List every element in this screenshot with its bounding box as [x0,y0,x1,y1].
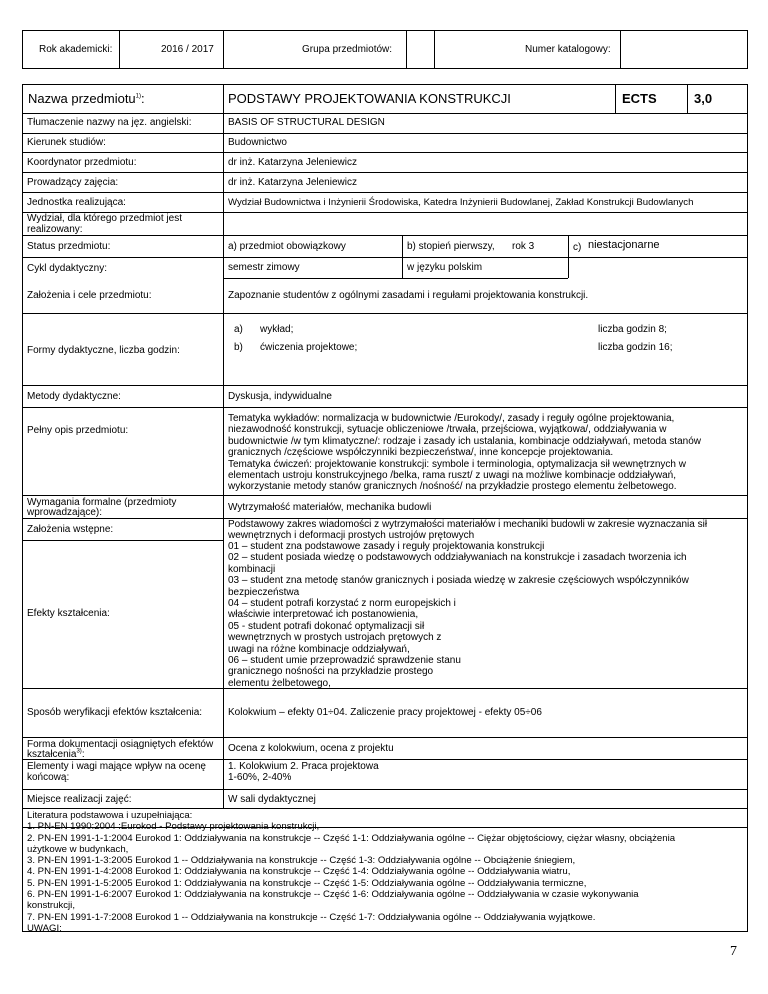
efekty-line: wewnętrznych w prostych ustrojach prętowych z [228,632,442,644]
wagi-label-2: końcową: [27,772,70,783]
grupa-label: Grupa przedmiotów: [302,44,393,55]
jednostka-value: Wydział Budownictwa i Inżynierii Środowiska, Katedra Inżynierii Budowlanej, Zakład Konstrukcji Budowlanych [228,197,694,208]
metody-label: Metody dydaktyczne: [27,391,121,402]
cykl-divider [568,257,569,278]
status-c: niestacjonarne [588,239,660,251]
efekty-line: 06 – student umie przeprowadzić sprawdzenie stanu [228,655,461,667]
efekty-line: kombinacji [228,563,276,575]
efekty-line: 01 – student zna podstawowe zasady i reguły projektowania konstrukcji [228,541,545,552]
prowadzacy-value: dr inż. Katarzyna Jeleniewicz [228,177,357,188]
row-line [22,385,748,386]
dokumentacja-value: Ocena z kolokwium, ocena z projektu [228,743,394,754]
status-b: b) stopień pierwszy, [407,241,495,252]
row-line [22,113,748,114]
literatura-line: 7. PN-EN 1991-1-7:2008 Eurokod 1 -- Oddziaływania na konstrukcje -- Część 1-7: Oddziaływania ogólne -- Oddziaływania wyjątkowe. [27,911,596,923]
status-rok: rok 3 [512,241,535,252]
row-line [22,313,748,314]
uwagi-label: UWAGI: [27,922,62,934]
prowadzacy-label: Prowadzący zajęcia: [27,177,119,188]
nazwa-label: Nazwa przedmiotu$^{1)}$: [28,91,145,106]
koordynator-value: dr inż. Katarzyna Jeleniewicz [228,157,357,168]
row-line [22,789,748,790]
status-divider [402,235,403,278]
efekty-text [228,541,744,689]
jednostka-label: Jednostka realizująca: [27,197,126,208]
zalozenia-wstepne-label: Założenia wstępne: [27,524,114,535]
literatura-text [27,810,743,934]
literatura-line: 2. PN-EN 1991-1-1:2004 Eurokod 1: Oddziaływania na konstrukcje -- Część 1-1: Oddziaływania ogólne -- Ciężar objętościowy, ciężar własny, obciążenia [27,832,676,844]
opis-line: elementach ustroju konstrukcyjnego /belka, rama ruszt/ z uwagi na możliwe kombinacje oddziaływań, [228,470,676,482]
header-divider [620,30,621,69]
header-divider [223,30,224,69]
formy-b-hours: liczba godzin 16; [598,342,673,353]
koordynator-label: Koordynator przedmiotu: [27,157,137,168]
opis-line: Tematyka wykładów: normalizacja w budownictwie /Eurokody/, zasady i reguły ogólne projektowania, [228,413,675,424]
column-divider [223,789,224,808]
header-divider [434,30,435,69]
wymagania-value: Wytrzymałość materiałów, mechanika budowli [228,502,432,513]
zalozenia-label: Założenia i cele przedmiotu: [27,290,152,301]
formy-b-letter: b) [234,342,243,353]
status-a: a) przedmiot obowiązkowy [228,241,346,252]
dokumentacja-label-1: Forma dokumentacji osiągniętych efektów [27,739,214,750]
row-line [22,257,748,258]
efekty-line: 04 – student potrafi korzystać z norm europejskich i [228,598,456,610]
status-c-prefix: c) [573,242,582,253]
weryfikacja-value: Kolokwium – efekty 01÷04. Zaliczenie pracy projektowej - efekty 05÷06 [228,707,542,718]
literatura-line: 3. PN-EN 1991-1-3:2005 Eurokod 1 -- Oddziaływania na konstrukcje -- Część 1-3: Oddziaływania ogólne -- Obciążenie śniegiem, [27,855,576,867]
row-line [22,540,223,541]
efekty-line: uwagi na różne kombinacje oddziaływań, [228,643,410,655]
wydzial-label-1: Wydział, dla którego przedmiot jest [27,213,182,224]
tlumaczenie-label: Tłumaczenie nazwy na jęz. angielski: [27,117,192,128]
wagi-label-1: Elementy i wagi mające wpływ na ocenę [27,761,206,772]
formy-a-hours: liczba godzin 8; [598,324,667,335]
opis-label: Pełny opis przedmiotu: [27,425,129,436]
formy-a-name: wykład; [260,324,294,335]
zalozenia-wstepne-line1: Podstawowy zakres wiadomości z wytrzymałości materiałów i mechaniki budowli w zakresie wyznaczania sił [228,519,708,530]
metody-value: Dyskusja, indywidualne [228,391,332,402]
row-line [22,152,748,153]
efekty-line: elementu żelbetowego, [228,677,331,689]
efekty-line: 03 – student zna metodę stanów granicznych i posiada wiedzę w zakresie częściowych współczynników [228,575,689,587]
opis-line: Tematyka ćwiczeń: projektowanie konstrukcji: symbole i terminologia, optymalizacja sił wewnętrznych w [228,458,686,470]
cykl-bottom-line [223,278,568,279]
row-line [22,737,748,738]
kierunek-value: Budownictwo [228,137,287,148]
kierunek-label: Kierunek studiów: [27,137,106,148]
numer-label: Numer katalogowy: [525,44,611,55]
literatura-line: użytkowe w budynkach, [27,843,129,855]
literatura-line: 5. PN-EN 1991-1-5:2005 Eurokod 1: Oddziaływania na konstrukcje -- Część 1-5: Oddziaływania ogólne -- Oddziaływania termiczne, [27,877,587,889]
cykl-label: Cykl dydaktyczny: [27,263,108,274]
header-divider [119,30,120,69]
header-divider [406,30,407,69]
literatura-line: konstrukcji, [27,900,75,912]
wymagania-label-2: wprowadzające): [27,507,103,518]
formy-a-letter: a) [234,324,243,335]
page-number: 7 [730,944,737,959]
wagi-value-2: 1-60%, 2-40% [228,772,292,783]
formy-label: Formy dydaktyczne, liczba godzin: [27,345,180,356]
status-divider [568,235,569,257]
ects-value: 3,0 [694,91,713,106]
row-line [22,192,748,193]
ects-divider [687,84,688,113]
opis-line: niezawodność konstrukcji, sytuacje obliczeniowe /trwała, przejściowa, wyjątkowa/, oddziaływania w [228,424,667,436]
efekty-line: właściwie interpretować ich postanowienia, [228,609,419,621]
ects-divider [615,84,616,113]
miejsce-label: Miejsce realizacji zajęć: [27,794,132,805]
efekty-label: Efekty kształcenia: [27,608,110,619]
wymagania-label-1: Wymagania formalne (przedmioty [27,497,177,508]
row-line [22,133,748,134]
opis-line: granicznych /częściowe współczynniki bezpieczeństwa/, inne koncepcje projektowania. [228,447,614,459]
efekty-line: granicznego nośności na przykładzie prostego [228,666,434,678]
literatura-title: Literatura podstawowa i uzupełniająca: [27,810,193,821]
literatura-line: 4. PN-EN 1991-1-4:2008 Eurokod 1: Oddziaływania na konstrukcje -- Część 1-4: Oddziaływania ogólne -- Oddziaływania wiatru, [27,866,571,878]
literatura-line: 1. PN-EN 1990:2004 :Eurokod - Podstawy projektowania konstrukcji, [27,821,320,833]
row-line [22,172,748,173]
column-divider [223,84,224,789]
status-label: Status przedmiotu: [27,241,111,252]
row-line [22,759,748,760]
dokumentacja-label-2: kształcenia$^{3)}$: [27,748,85,760]
zalozenia-value: Zapoznanie studentów z ogólnymi zasadami i regułami projektowania konstrukcji. [228,290,589,301]
rok-value: 2016 / 2017 [161,44,214,55]
efekty-line: bezpieczeństwa [228,586,300,598]
opis-line: wykorzystanie metody stanów granicznych /nośność/ na przykładzie prostego elementu żelbetowego. [228,481,677,493]
row-line [22,235,748,236]
opis-line: budownictwie /w tym klimatyczne/: rodzaje i zasady ich ustalania, kombinacje oddziaływań, metoda stanów [228,435,702,447]
row-line [22,495,748,496]
efekty-line: 02 – student posiada wiedzę o podstawowych oddziaływaniach na konstrukcje i zasadach tworzenia ich [228,552,687,564]
row-line [22,407,748,408]
literatura-line: 6. PN-EN 1991-1-6:2007 Eurokod 1: Oddziaływania na konstrukcje -- Część 1-6: Oddziaływania ogólne -- Oddziaływania w czasie wykonywania [27,889,639,901]
zalozenia-wstepne-line2: wewnętrznych i deformacji prostych ustrojów prętowych [228,530,475,541]
efekty-line: 05 - student potrafi dokonać optymalizacji sił [228,620,425,632]
formy-b-name: ćwiczenia projektowe; [260,342,358,353]
ects-label: ECTS [622,91,657,106]
rok-label: Rok akademicki: [39,44,113,55]
cykl-semestr: semestr zimowy [228,262,300,273]
nazwa-value: PODSTAWY PROJEKTOWANIA KONSTRUKCJI [228,91,511,106]
wagi-value-1: 1. Kolokwium 2. Praca projektowa [228,761,379,772]
cykl-jezyk: w języku polskim [407,262,483,273]
weryfikacja-label: Sposób weryfikacji efektów kształcenia: [27,707,203,718]
opis-text [228,413,744,493]
tlumaczenie-value: BASIS OF STRUCTURAL DESIGN [228,117,385,128]
miejsce-value: W sali dydaktycznej [228,794,316,805]
wydzial-label-2: realizowany: [27,224,83,235]
